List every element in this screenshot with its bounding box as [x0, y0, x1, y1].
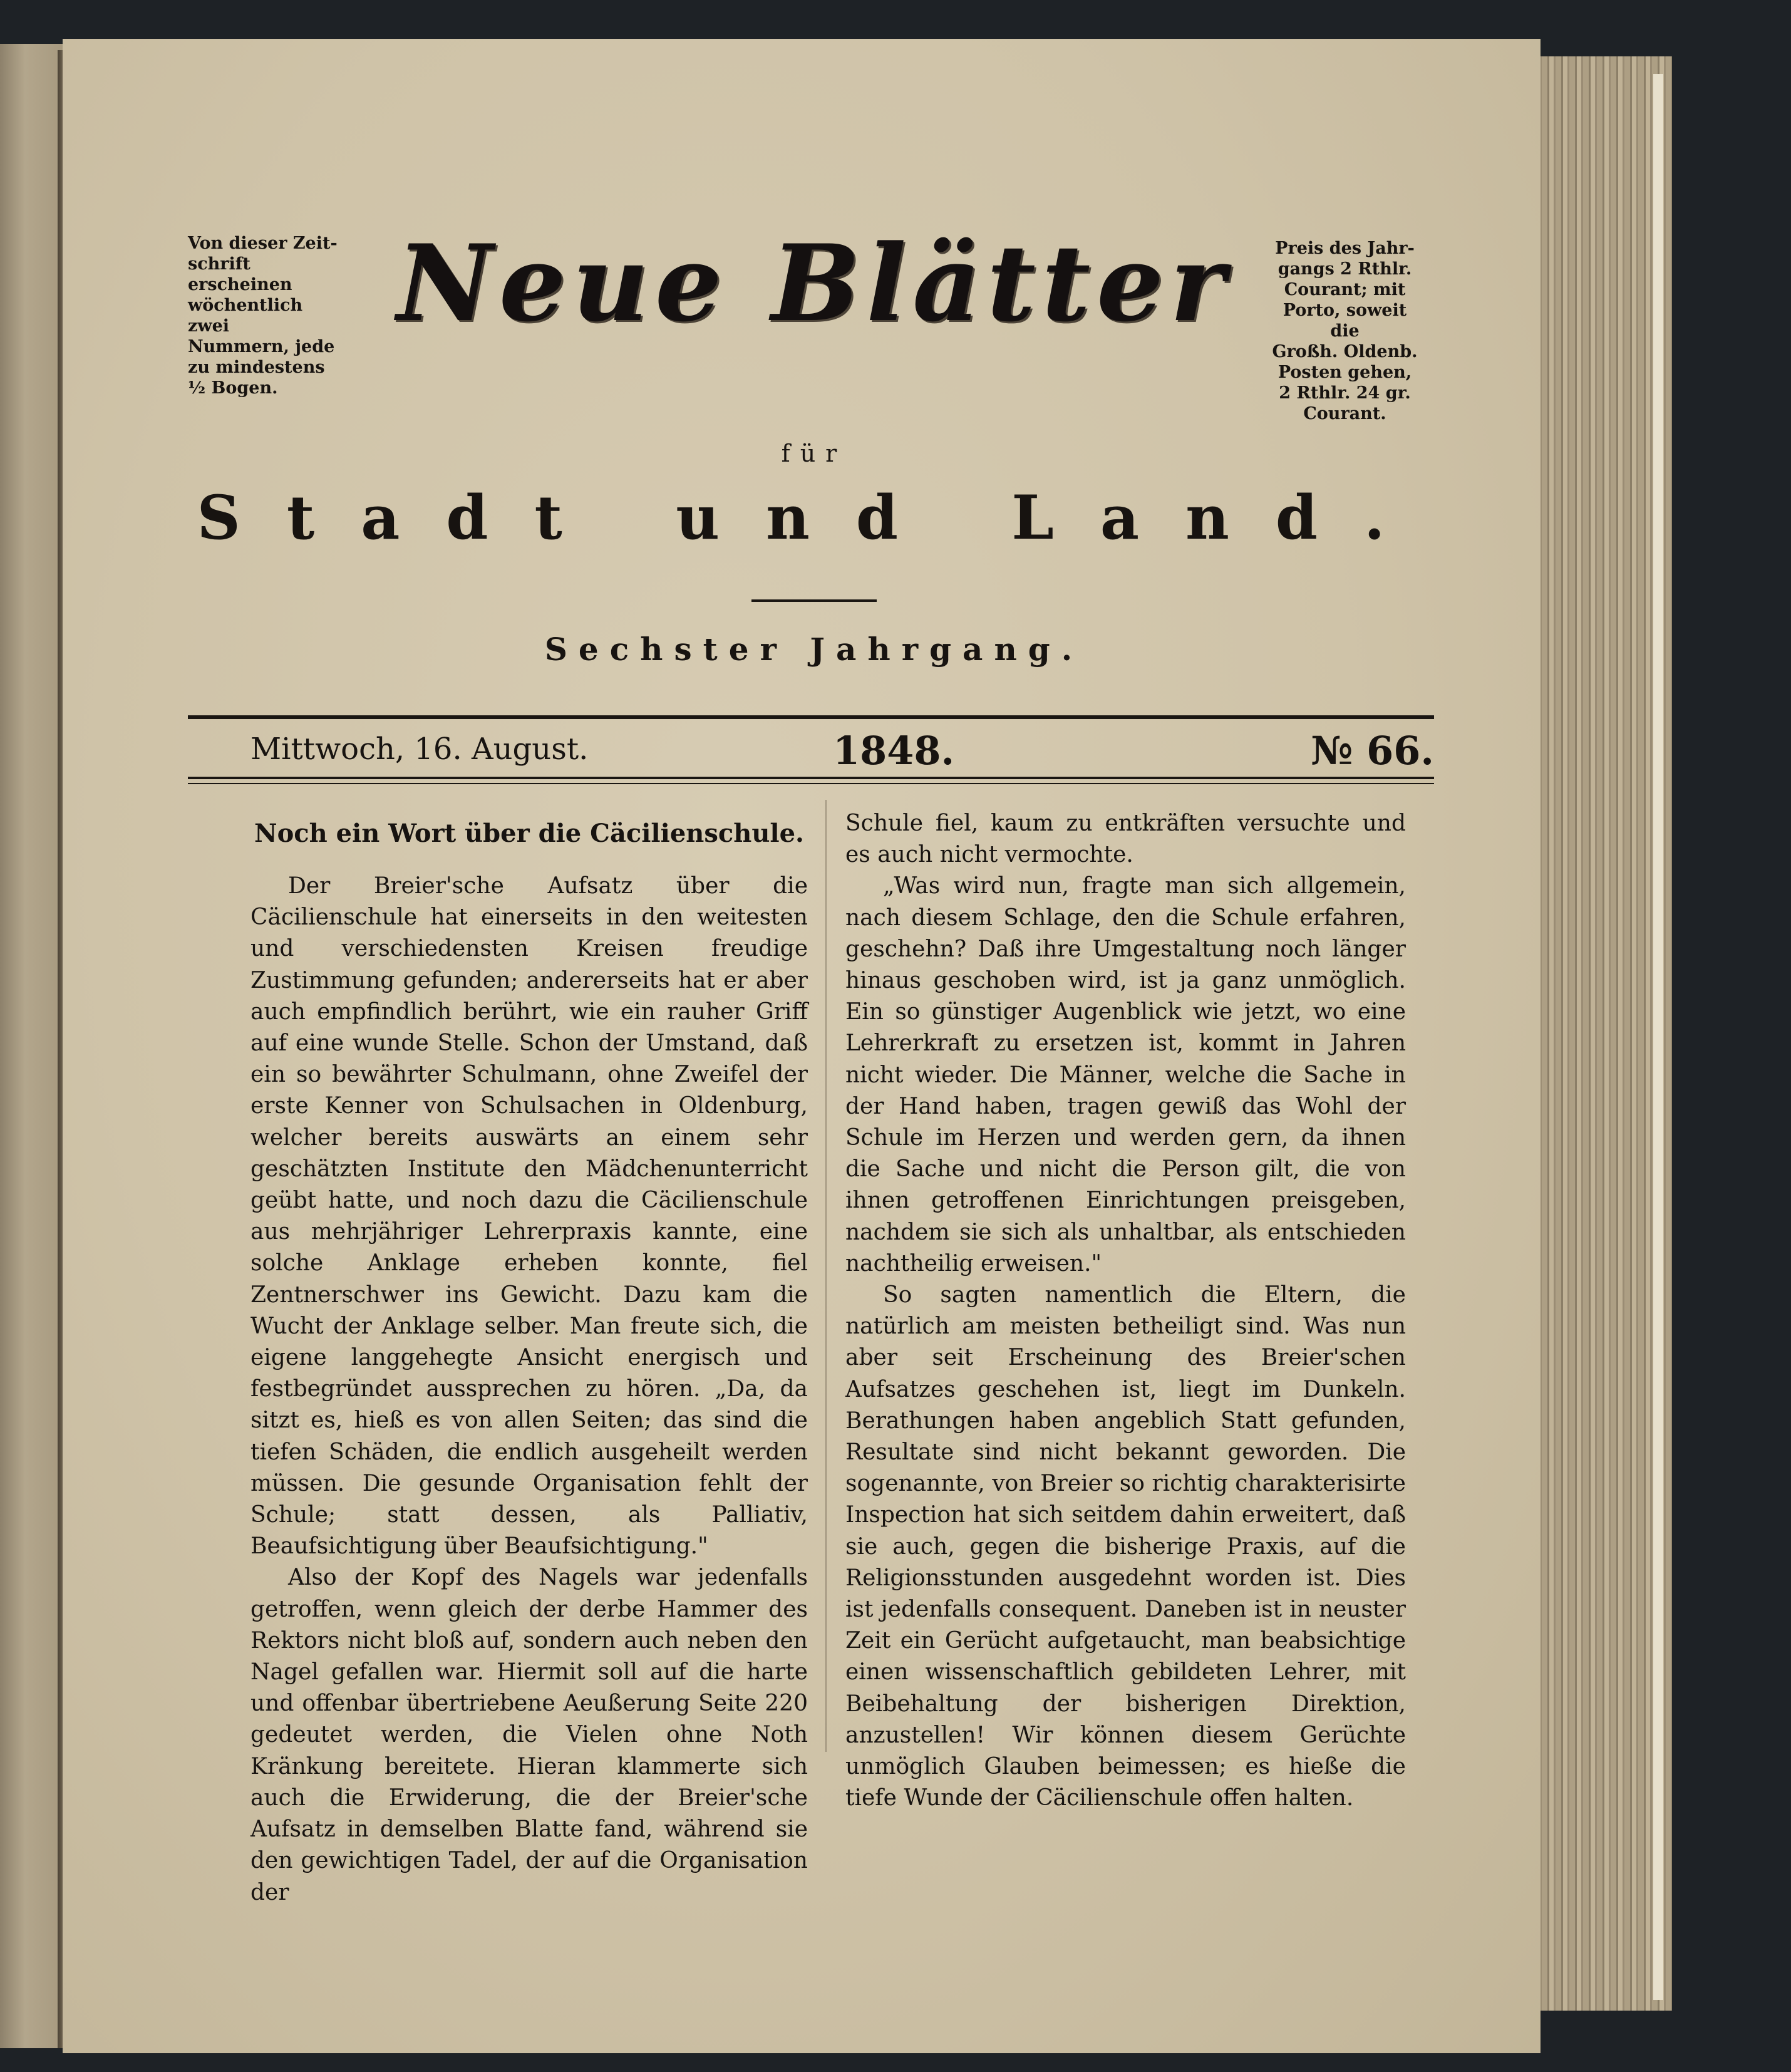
article-column-1	[250, 871, 808, 1909]
issue-year: 1848.	[833, 728, 955, 774]
price-note: Preis des Jahr- gangs 2 Rthlr. Courant; mit Porto, soweit die Großh. Oldenb. Posten gehen, 2 Rthlr. 24 gr. Courant.	[1272, 239, 1418, 423]
paragraph: „Was wird nun, fragte man sich allgemein, nach diesem Schlage, den die Schule erfahren, geschehn? Daß ihre Umgestaltung noch länger hinaus geschoben wird, ist ja ganz unmöglich. Ein so günstiger Augenblick wie jetzt, wo eine Lehrerkraft zu ersetzen ist, kommt in Jahren nicht wieder. Die Männer, welche die Sache in der Hand haben, tragen gewiß das Wohl der Schule im Herzen und werden gern, da ihnen die Sache und nicht die Person gilt, die von ihnen getroffenen Einrichtungen preisgeben, nachdem sie sich als unhaltbar, als entschieden nachtheilig erweisen."	[845, 873, 1406, 1277]
page-stack-edge-light	[1653, 74, 1663, 2000]
top-rule	[188, 715, 1434, 719]
bottom-rule-thin	[188, 783, 1434, 784]
subscription-note: Von dieser Zeit- schrift erscheinen wöchentlich zwei Nummern, jede zu mindestens ½ Bogen.	[188, 234, 338, 398]
bottom-rule	[188, 777, 1434, 779]
article-title: Noch ein Wort über die Cäcilienschule.	[254, 819, 804, 848]
left-page-edge	[0, 44, 63, 2048]
article-column-2	[845, 808, 1406, 1815]
paragraph: Also der Kopf des Nagels war jedenfalls getroffen, wenn gleich der derbe Hammer des Rektors nicht bloß auf, sondern auch neben den Nagel gefallen war. Hiermit soll auf die harte und offenbar übertriebene Aeußerung Seite 220 gedeutet werden, die Vielen ohne Noth Kränkung bereitete. Hieran klammerte sich auch die Erwiderung, die der Breier'sche Aufsatz in demselben Blatte fand, während sie den gewichtigen Tadel, der auf die Organisation der	[250, 1565, 808, 1905]
masthead-fuer: für	[781, 440, 847, 467]
dateline	[188, 728, 1434, 772]
issue-number: № 66.	[1311, 728, 1434, 774]
volume-line: Sechster Jahrgang.	[544, 631, 1084, 668]
paragraph: So sagten namentlich die Eltern, die natürlich am meisten betheiligt sind. Was nun aber seit Erscheinung des Breier'schen Aufsatzes geschehen ist, liegt im Dunkeln. Berathungen haben angeblich Statt gefunden, Resultate sind nicht bekannt geworden. Die sogenannte, von Breier so richtig charakterisirte Inspection hat sich seitdem dahin erweitert, daß sie auch, gegen die bisherige Praxis, auf die Religionsstunden ausgedehnt worden ist. Dies ist jedenfalls consequent. Daneben ist in neuster Zeit ein Gerücht aufgetaucht, man beabsichtige einen wissenschaftlich gebildeten Lehrer, mit Beibehaltung der bisherigen Direktion, anzustellen! Wir können diesem Gerüchte unmöglich Glauben beimessen; es hieße die tiefe Wunde der Cäcilienschule offen halten.	[845, 1282, 1406, 1811]
newspaper-page	[63, 39, 1541, 2053]
issue-date: Mittwoch, 16. August.	[250, 732, 589, 767]
column-divider	[825, 800, 827, 1752]
paragraph: Schule fiel, kaum zu entkräften versuchte und es auch nicht vermochte.	[845, 811, 1406, 868]
masthead-subtitle: Stadt und Land.	[197, 482, 1432, 553]
page-stack-edges	[1528, 56, 1672, 2011]
masthead-title: Neue Blätter	[396, 221, 1232, 345]
paragraph: Der Breier'sche Aufsatz über die Cäcilienschule hat einerseits in den weitesten und verschiedensten Kreisen freudige Zustimmung gefunden; andererseits hat er aber auch empfindlich berührt, wie ein rauher Griff auf eine wunde Stelle. Schon der Umstand, daß ein so bewährter Schulmann, ohne Zweifel der erste Kenner von Schulsachen in Oldenburg, welcher bereits auswärts an einem sehr geschätzten Institute den Mädchenunterricht geübt hatte, und noch dazu die Cäcilienschule aus mehrjähriger Lehrerpraxis kannte, eine solche Anklage erheben konnte, fiel Zentnerschwer ins Gewicht. Dazu kam die Wucht der Anklage selber. Man freute sich, die eigene langgehegte Ansicht energisch und festbegründet aussprechen zu hören. „Da, da sitzt es, hieß es von allen Seiten; das sind die tiefen Schäden, die endlich ausgeheilt werden müssen. Die gesunde Organisation fehlt der Schule; statt dessen, als Palliativ, Beaufsichtigung über Beaufsichtigung."	[250, 873, 808, 1560]
ornament-divider	[751, 599, 877, 602]
